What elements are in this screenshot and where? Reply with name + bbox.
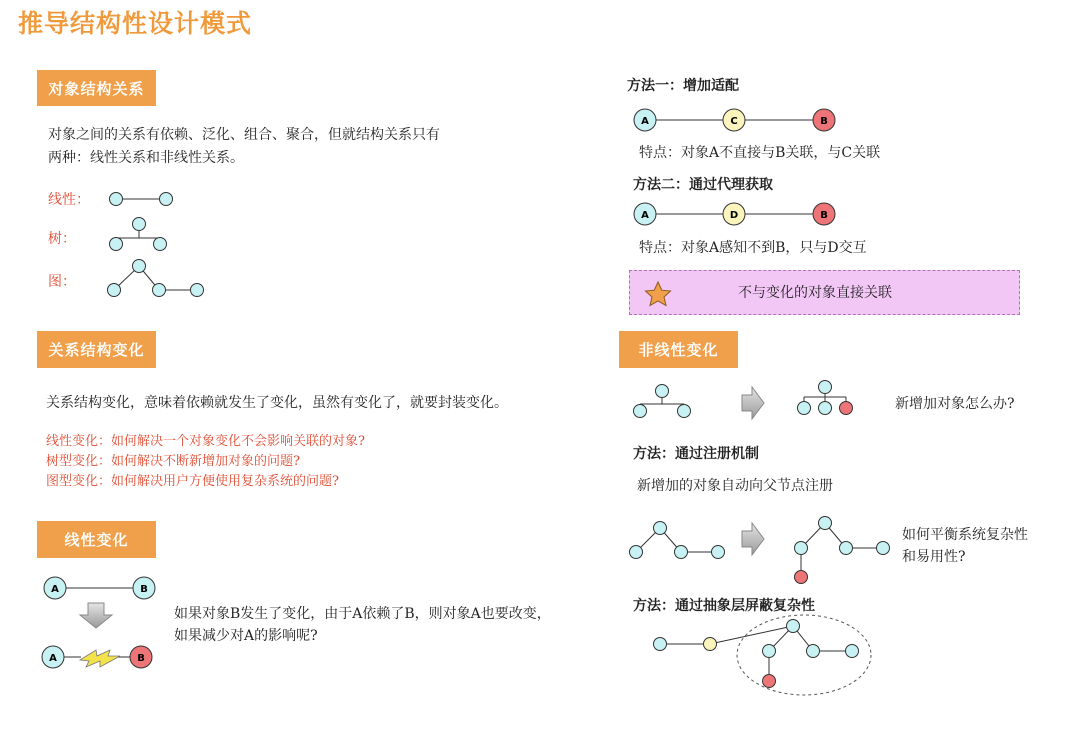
nonlinear-tree-after xyxy=(798,381,853,415)
svg-text:C: C xyxy=(730,116,738,127)
svg-text:A: A xyxy=(641,116,649,127)
page-title: 推导结构性设计模式 xyxy=(18,9,253,38)
method2-diagram xyxy=(634,203,835,225)
graph-relation-diagram xyxy=(108,260,204,297)
svg-text:A: A xyxy=(641,210,649,221)
nonlinear-graph-after xyxy=(795,517,890,584)
nonlinear-tree-before xyxy=(634,385,691,418)
method1-feature: 特点：对象A不直接与B关联，与C关联 xyxy=(639,145,881,161)
relation-change-desc: 关系结构变化，意味着依赖就发生了变化，虽然有变化了，就要封装变化。 xyxy=(46,395,508,411)
linear-label: 线性： xyxy=(48,192,90,208)
node-b-top-label: B xyxy=(140,584,148,595)
highlight-text: 不与变化的对象直接关联 xyxy=(738,285,892,301)
linear-change-diagram xyxy=(42,577,155,668)
section-badge-object-relation: 对象结构关系 xyxy=(37,70,156,106)
svg-text:B: B xyxy=(820,210,828,221)
tree-label: 树： xyxy=(48,231,76,247)
method2-feature: 特点：对象A感知不到B，只与D交互 xyxy=(639,240,867,256)
abstraction-layer-diagram xyxy=(654,615,872,695)
star-icon xyxy=(646,282,671,306)
right-arrow-icon-2 xyxy=(742,523,764,555)
right-arrow-icon-1 xyxy=(742,387,764,419)
question-tree: 树型变化：如何解决不断新增加对象的问题? xyxy=(46,454,300,469)
down-arrow-icon xyxy=(80,603,112,628)
method1-title: 方法一：增加适配 xyxy=(627,78,739,94)
node-a-bottom-label: A xyxy=(49,653,57,664)
method-register-title: 方法：通过注册机制 xyxy=(633,446,759,462)
question-graph: 图型变化：如何解决用户方便使用复杂系统的问题? xyxy=(46,474,339,489)
node-a-top-label: A xyxy=(51,584,59,595)
nonlinear-question1: 新增加对象怎么办? xyxy=(895,396,1015,412)
tree-relation-diagram xyxy=(110,218,167,251)
section-badge-linear-change: 线性变化 xyxy=(37,521,156,558)
lightning-icon xyxy=(80,650,120,667)
linear-change-desc-line1: 如果对象B发生了变化，由于A依赖了B，则对象A也要改变， xyxy=(174,606,551,622)
object-relation-desc-line2: 两种：线性关系和非线性关系。 xyxy=(48,150,244,166)
register-desc: 新增加的对象自动向父节点注册 xyxy=(637,478,833,494)
method2-title: 方法二：通过代理获取 xyxy=(633,177,773,193)
svg-text:B: B xyxy=(820,116,828,127)
method-abstract-title: 方法：通过抽象层屏蔽复杂性 xyxy=(633,598,815,614)
method1-diagram xyxy=(634,109,835,131)
linear-relation-diagram xyxy=(110,193,173,206)
object-relation-desc-line1: 对象之间的关系有依赖、泛化、组合、聚合，但就结构关系只有 xyxy=(48,127,440,143)
graph-label: 图： xyxy=(48,274,76,290)
section-badge-nonlinear-change: 非线性变化 xyxy=(619,331,738,368)
section-badge-relation-change: 关系结构变化 xyxy=(37,331,156,368)
question-linear: 线性变化：如何解决一个对象变化不会影响关联的对象? xyxy=(46,434,365,449)
linear-change-desc-line2: 如果减少对A的影响呢? xyxy=(174,628,318,644)
nonlinear-graph-before xyxy=(630,522,725,559)
nonlinear-question2-line1: 如何平衡系统复杂性 xyxy=(902,527,1028,543)
svg-text:D: D xyxy=(729,210,739,221)
node-b-bottom-label: B xyxy=(137,653,145,664)
nonlinear-question2-line2: 和易用性? xyxy=(902,549,966,565)
